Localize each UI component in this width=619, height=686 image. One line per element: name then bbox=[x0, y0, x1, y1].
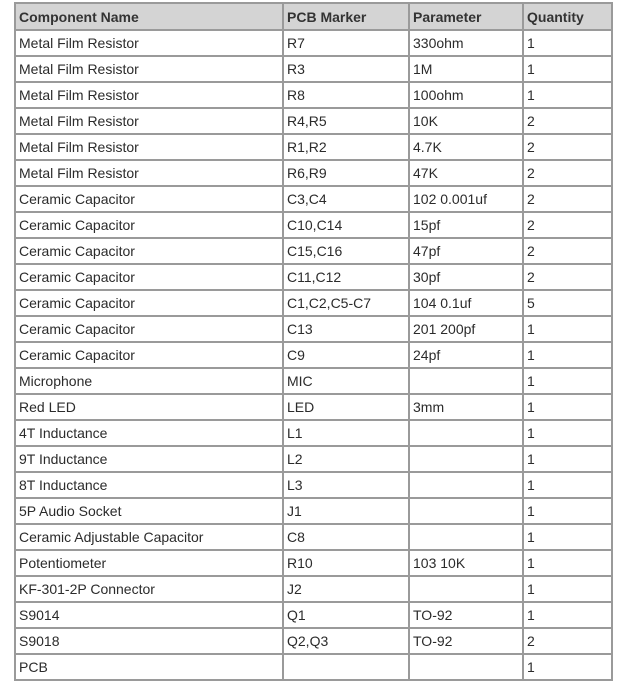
cell-parameter bbox=[409, 498, 523, 524]
cell-component-name: Metal Film Resistor bbox=[15, 82, 283, 108]
cell-parameter: 103 10K bbox=[409, 550, 523, 576]
cell-quantity: 2 bbox=[523, 160, 612, 186]
cell-pcb-marker: Q2,Q3 bbox=[283, 628, 409, 654]
table-row bbox=[15, 212, 612, 238]
table-row bbox=[15, 524, 612, 550]
table-row bbox=[15, 368, 612, 394]
cell-parameter: 100ohm bbox=[409, 82, 523, 108]
table-row bbox=[15, 82, 612, 108]
cell-pcb-marker: J2 bbox=[283, 576, 409, 602]
cell-quantity: 2 bbox=[523, 108, 612, 134]
cell-component-name: Metal Film Resistor bbox=[15, 56, 283, 82]
cell-quantity: 1 bbox=[523, 654, 612, 680]
cell-pcb-marker: L1 bbox=[283, 420, 409, 446]
cell-component-name: Ceramic Capacitor bbox=[15, 316, 283, 342]
cell-parameter: 30pf bbox=[409, 264, 523, 290]
cell-pcb-marker: R1,R2 bbox=[283, 134, 409, 160]
cell-parameter: TO-92 bbox=[409, 628, 523, 654]
table-row bbox=[15, 628, 612, 654]
cell-parameter: 4.7K bbox=[409, 134, 523, 160]
cell-parameter bbox=[409, 472, 523, 498]
table-row bbox=[15, 264, 612, 290]
cell-parameter bbox=[409, 654, 523, 680]
table-row bbox=[15, 316, 612, 342]
cell-parameter bbox=[409, 420, 523, 446]
header-parameter: Parameter bbox=[409, 3, 523, 30]
cell-pcb-marker: R8 bbox=[283, 82, 409, 108]
cell-pcb-marker: L3 bbox=[283, 472, 409, 498]
cell-quantity: 1 bbox=[523, 576, 612, 602]
cell-quantity: 1 bbox=[523, 394, 612, 420]
table-row bbox=[15, 160, 612, 186]
table-row bbox=[15, 290, 612, 316]
components-table bbox=[14, 2, 613, 681]
table-body bbox=[15, 30, 612, 680]
cell-parameter: 201 200pf bbox=[409, 316, 523, 342]
cell-component-name: 4T Inductance bbox=[15, 420, 283, 446]
cell-parameter: 10K bbox=[409, 108, 523, 134]
cell-pcb-marker: R3 bbox=[283, 56, 409, 82]
table-row bbox=[15, 342, 612, 368]
cell-component-name: Red LED bbox=[15, 394, 283, 420]
cell-pcb-marker: J1 bbox=[283, 498, 409, 524]
table-row bbox=[15, 472, 612, 498]
table-row bbox=[15, 238, 612, 264]
cell-component-name: Metal Film Resistor bbox=[15, 30, 283, 56]
cell-pcb-marker: C15,C16 bbox=[283, 238, 409, 264]
table-row bbox=[15, 30, 612, 56]
cell-quantity: 1 bbox=[523, 602, 612, 628]
cell-quantity: 2 bbox=[523, 238, 612, 264]
cell-parameter: 24pf bbox=[409, 342, 523, 368]
cell-pcb-marker: C3,C4 bbox=[283, 186, 409, 212]
cell-quantity: 5 bbox=[523, 290, 612, 316]
cell-component-name: Ceramic Capacitor bbox=[15, 264, 283, 290]
table-row bbox=[15, 108, 612, 134]
table-header-row bbox=[15, 3, 612, 30]
cell-pcb-marker: LED bbox=[283, 394, 409, 420]
header-pcb-marker: PCB Marker bbox=[283, 3, 409, 30]
cell-parameter: 15pf bbox=[409, 212, 523, 238]
table-row bbox=[15, 420, 612, 446]
cell-pcb-marker: C10,C14 bbox=[283, 212, 409, 238]
cell-component-name: 9T Inductance bbox=[15, 446, 283, 472]
table-row bbox=[15, 56, 612, 82]
cell-quantity: 1 bbox=[523, 316, 612, 342]
cell-parameter: 1M bbox=[409, 56, 523, 82]
cell-component-name: Ceramic Capacitor bbox=[15, 212, 283, 238]
table-row bbox=[15, 654, 612, 680]
table-row bbox=[15, 550, 612, 576]
cell-quantity: 1 bbox=[523, 472, 612, 498]
cell-pcb-marker: C11,C12 bbox=[283, 264, 409, 290]
cell-pcb-marker: C9 bbox=[283, 342, 409, 368]
cell-parameter: TO-92 bbox=[409, 602, 523, 628]
cell-pcb-marker: C13 bbox=[283, 316, 409, 342]
cell-parameter: 330ohm bbox=[409, 30, 523, 56]
cell-quantity: 1 bbox=[523, 550, 612, 576]
cell-component-name: 5P Audio Socket bbox=[15, 498, 283, 524]
cell-component-name: S9014 bbox=[15, 602, 283, 628]
cell-component-name: Metal Film Resistor bbox=[15, 134, 283, 160]
cell-parameter: 102 0.001uf bbox=[409, 186, 523, 212]
cell-pcb-marker: R4,R5 bbox=[283, 108, 409, 134]
cell-quantity: 1 bbox=[523, 82, 612, 108]
cell-component-name: Metal Film Resistor bbox=[15, 108, 283, 134]
cell-pcb-marker: R10 bbox=[283, 550, 409, 576]
cell-quantity: 1 bbox=[523, 30, 612, 56]
cell-pcb-marker: R6,R9 bbox=[283, 160, 409, 186]
cell-quantity: 2 bbox=[523, 212, 612, 238]
cell-pcb-marker: R7 bbox=[283, 30, 409, 56]
cell-pcb-marker: C8 bbox=[283, 524, 409, 550]
cell-pcb-marker: L2 bbox=[283, 446, 409, 472]
table-row bbox=[15, 394, 612, 420]
cell-quantity: 1 bbox=[523, 56, 612, 82]
cell-parameter: 47pf bbox=[409, 238, 523, 264]
cell-pcb-marker: MIC bbox=[283, 368, 409, 394]
cell-quantity: 2 bbox=[523, 264, 612, 290]
cell-component-name: 8T Inductance bbox=[15, 472, 283, 498]
cell-component-name: Ceramic Capacitor bbox=[15, 342, 283, 368]
cell-quantity: 1 bbox=[523, 420, 612, 446]
cell-pcb-marker bbox=[283, 654, 409, 680]
header-component-name: Component Name bbox=[15, 3, 283, 30]
cell-quantity: 1 bbox=[523, 524, 612, 550]
cell-pcb-marker: Q1 bbox=[283, 602, 409, 628]
cell-component-name: Ceramic Capacitor bbox=[15, 186, 283, 212]
table-row bbox=[15, 602, 612, 628]
cell-parameter bbox=[409, 368, 523, 394]
cell-component-name: Ceramic Adjustable Capacitor bbox=[15, 524, 283, 550]
cell-quantity: 2 bbox=[523, 134, 612, 160]
cell-pcb-marker: C1,C2,C5-C7 bbox=[283, 290, 409, 316]
cell-component-name: PCB bbox=[15, 654, 283, 680]
cell-component-name: Ceramic Capacitor bbox=[15, 238, 283, 264]
cell-quantity: 1 bbox=[523, 368, 612, 394]
cell-parameter: 47K bbox=[409, 160, 523, 186]
cell-parameter: 3mm bbox=[409, 394, 523, 420]
cell-component-name: Ceramic Capacitor bbox=[15, 290, 283, 316]
cell-quantity: 2 bbox=[523, 628, 612, 654]
cell-component-name: Microphone bbox=[15, 368, 283, 394]
table-row bbox=[15, 134, 612, 160]
table-row bbox=[15, 186, 612, 212]
cell-parameter: 104 0.1uf bbox=[409, 290, 523, 316]
header-quantity: Quantity bbox=[523, 3, 612, 30]
table-row bbox=[15, 446, 612, 472]
cell-quantity: 1 bbox=[523, 446, 612, 472]
table-row bbox=[15, 576, 612, 602]
cell-quantity: 1 bbox=[523, 342, 612, 368]
cell-component-name: Potentiometer bbox=[15, 550, 283, 576]
cell-parameter bbox=[409, 446, 523, 472]
cell-quantity: 2 bbox=[523, 186, 612, 212]
cell-parameter bbox=[409, 576, 523, 602]
cell-parameter bbox=[409, 524, 523, 550]
cell-component-name: Metal Film Resistor bbox=[15, 160, 283, 186]
cell-quantity: 1 bbox=[523, 498, 612, 524]
cell-component-name: S9018 bbox=[15, 628, 283, 654]
table-row bbox=[15, 498, 612, 524]
cell-component-name: KF-301-2P Connector bbox=[15, 576, 283, 602]
